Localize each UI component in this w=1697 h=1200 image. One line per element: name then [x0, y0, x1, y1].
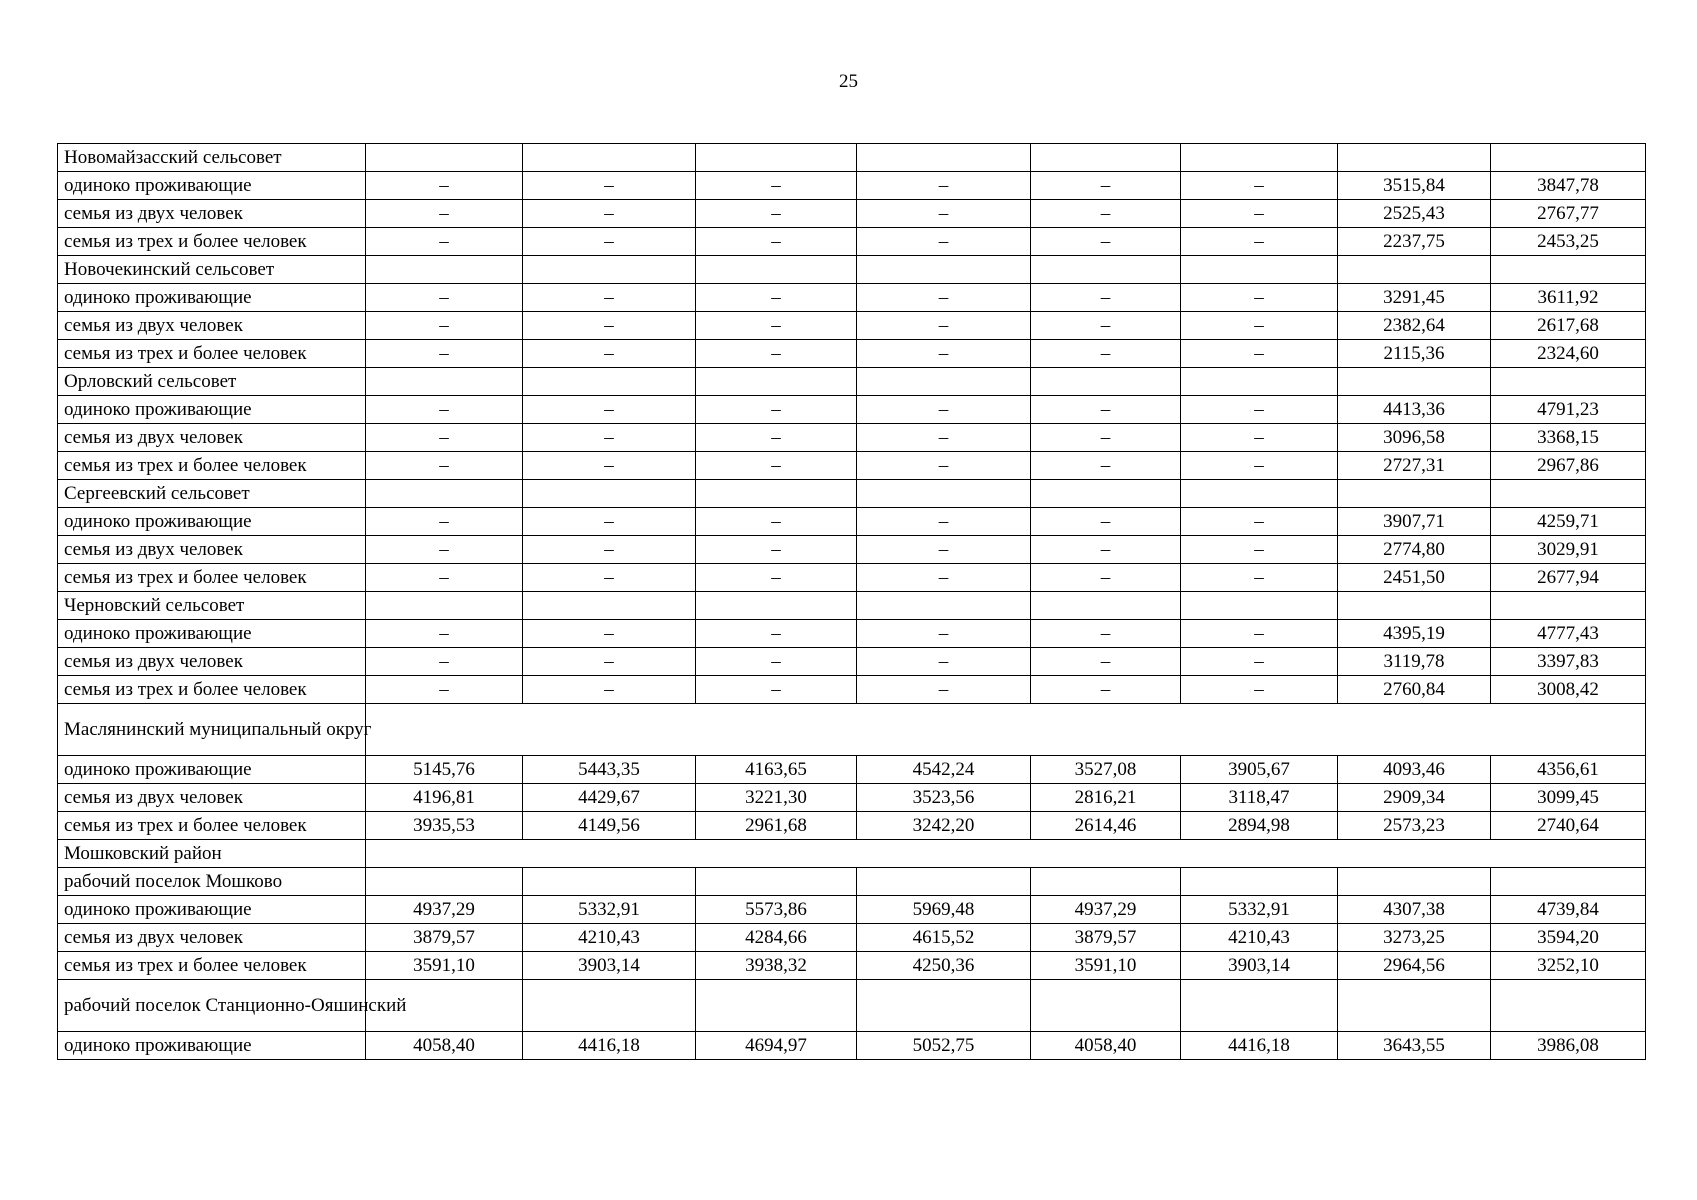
table-cell: 4429,67 [523, 784, 696, 812]
table-cell: – [523, 452, 696, 480]
table-cell: 4395,19 [1338, 620, 1491, 648]
empty-cell [696, 256, 857, 284]
table-cell: 5969,48 [857, 896, 1031, 924]
empty-cell [366, 256, 523, 284]
section-label: Мошковский район [58, 840, 366, 868]
empty-cell [696, 480, 857, 508]
empty-cell [857, 368, 1031, 396]
table-row [58, 536, 1646, 564]
table-cell: – [696, 452, 857, 480]
table-cell: 3879,57 [366, 924, 523, 952]
table-cell: 4210,43 [1181, 924, 1338, 952]
empty-cell [1491, 868, 1646, 896]
table-cell: 3879,57 [1031, 924, 1181, 952]
empty-cell [1181, 480, 1338, 508]
table-cell: 2967,86 [1491, 452, 1646, 480]
empty-cell [1491, 144, 1646, 172]
table-cell: – [857, 620, 1031, 648]
table-cell: – [1031, 396, 1181, 424]
table-cell: – [366, 508, 523, 536]
empty-cell [1181, 868, 1338, 896]
row-label: семья из двух человек [58, 648, 366, 676]
table-cell: – [366, 676, 523, 704]
section-label: Сергеевский сельсовет [58, 480, 366, 508]
table-cell: – [523, 564, 696, 592]
table-cell: – [857, 340, 1031, 368]
empty-cell [523, 480, 696, 508]
table-cell: 3291,45 [1338, 284, 1491, 312]
section-label: рабочий поселок Станционно-Ояшинский [58, 980, 366, 1032]
empty-cell [523, 144, 696, 172]
table-cell: – [696, 564, 857, 592]
empty-cell [1338, 368, 1491, 396]
table-cell: – [1181, 200, 1338, 228]
empty-cell [366, 868, 523, 896]
table-cell: – [857, 536, 1031, 564]
table-cell: – [366, 452, 523, 480]
table-cell: – [1031, 340, 1181, 368]
table-cell: – [1181, 676, 1338, 704]
table-cell: 3643,55 [1338, 1032, 1491, 1060]
table-cell: 2760,84 [1338, 676, 1491, 704]
table-cell: – [1031, 228, 1181, 256]
table-cell: 4250,36 [857, 952, 1031, 980]
empty-cell [523, 980, 696, 1032]
merged-empty-cell [366, 840, 1646, 868]
table-cell: 3096,58 [1338, 424, 1491, 452]
table-cell: 3118,47 [1181, 784, 1338, 812]
table-cell: – [1181, 340, 1338, 368]
section-row [58, 868, 1646, 896]
table-cell: 2727,31 [1338, 452, 1491, 480]
table-cell: 4416,18 [1181, 1032, 1338, 1060]
table-cell: 3907,71 [1338, 508, 1491, 536]
empty-cell [1338, 868, 1491, 896]
empty-cell [366, 592, 523, 620]
row-label: одиноко проживающие [58, 284, 366, 312]
table-cell: 4259,71 [1491, 508, 1646, 536]
row-label: одиноко проживающие [58, 620, 366, 648]
table-row [58, 756, 1646, 784]
table-row [58, 172, 1646, 200]
section-row [58, 840, 1646, 868]
empty-cell [1338, 592, 1491, 620]
empty-cell [857, 480, 1031, 508]
table-cell: – [696, 508, 857, 536]
table-cell: – [1181, 228, 1338, 256]
row-label: семья из трех и более человек [58, 228, 366, 256]
table-cell: – [696, 228, 857, 256]
table-cell: 4284,66 [696, 924, 857, 952]
empty-cell [1181, 368, 1338, 396]
table-cell: – [696, 676, 857, 704]
table-cell: 4058,40 [1031, 1032, 1181, 1060]
table-cell: – [1181, 564, 1338, 592]
empty-cell [1181, 256, 1338, 284]
table-row [58, 312, 1646, 340]
table-cell: – [366, 536, 523, 564]
table-cell: – [1031, 200, 1181, 228]
table-cell: 3029,91 [1491, 536, 1646, 564]
row-label: одиноко проживающие [58, 1032, 366, 1060]
table-cell: – [366, 200, 523, 228]
table-cell: 4196,81 [366, 784, 523, 812]
section-row [58, 704, 1646, 756]
table-cell: – [366, 340, 523, 368]
section-label: рабочий поселок Мошково [58, 868, 366, 896]
empty-cell [696, 868, 857, 896]
table-cell: – [1181, 620, 1338, 648]
table-row [58, 648, 1646, 676]
section-row [58, 980, 1646, 1032]
empty-cell [1491, 980, 1646, 1032]
table-cell: – [696, 424, 857, 452]
table-body [58, 144, 1646, 1060]
row-label: семья из двух человек [58, 924, 366, 952]
table-cell: 3594,20 [1491, 924, 1646, 952]
table-cell: 3119,78 [1338, 648, 1491, 676]
table-row [58, 396, 1646, 424]
empty-cell [1031, 980, 1181, 1032]
table-row [58, 284, 1646, 312]
empty-cell [523, 256, 696, 284]
table-cell: 4356,61 [1491, 756, 1646, 784]
table-cell: – [857, 284, 1031, 312]
table-cell: – [1031, 564, 1181, 592]
table-row [58, 200, 1646, 228]
table-cell: 2614,46 [1031, 812, 1181, 840]
table-cell: 3368,15 [1491, 424, 1646, 452]
table-row [58, 812, 1646, 840]
empty-cell [1338, 256, 1491, 284]
table-cell: 3938,32 [696, 952, 857, 980]
table-row [58, 564, 1646, 592]
table-cell: – [1031, 452, 1181, 480]
page-number: 25 [839, 71, 858, 92]
table-cell: 3847,78 [1491, 172, 1646, 200]
empty-cell [696, 368, 857, 396]
table-cell: 3935,53 [366, 812, 523, 840]
table-cell: 5145,76 [366, 756, 523, 784]
table-cell: 2816,21 [1031, 784, 1181, 812]
table-cell: 4937,29 [1031, 896, 1181, 924]
table-cell: – [696, 172, 857, 200]
table-cell: 3591,10 [1031, 952, 1181, 980]
table-cell: – [366, 312, 523, 340]
table-cell: – [1031, 172, 1181, 200]
empty-cell [1181, 592, 1338, 620]
table-row [58, 340, 1646, 368]
table-cell: 4307,38 [1338, 896, 1491, 924]
table-cell: 4777,43 [1491, 620, 1646, 648]
row-label: одиноко проживающие [58, 396, 366, 424]
table-cell: – [857, 676, 1031, 704]
table-cell: – [366, 284, 523, 312]
empty-cell [1031, 368, 1181, 396]
table-cell: 4694,97 [696, 1032, 857, 1060]
table-cell: 3252,10 [1491, 952, 1646, 980]
row-label: семья из трех и более человек [58, 452, 366, 480]
empty-cell [523, 368, 696, 396]
section-label: Маслянинский муниципальный округ [58, 704, 366, 756]
empty-cell [696, 592, 857, 620]
table-cell: 4739,84 [1491, 896, 1646, 924]
table-cell: 3273,25 [1338, 924, 1491, 952]
row-label: одиноко проживающие [58, 172, 366, 200]
table-cell: 3903,14 [1181, 952, 1338, 980]
table-cell: 3523,56 [857, 784, 1031, 812]
table-cell: 4416,18 [523, 1032, 696, 1060]
section-row [58, 256, 1646, 284]
empty-cell [1491, 368, 1646, 396]
section-label: Черновский сельсовет [58, 592, 366, 620]
table-cell: 3905,67 [1181, 756, 1338, 784]
table-cell: 4937,29 [366, 896, 523, 924]
table-cell: – [1181, 424, 1338, 452]
table-cell: 2573,23 [1338, 812, 1491, 840]
table-cell: – [523, 676, 696, 704]
table-cell: 2909,34 [1338, 784, 1491, 812]
table-cell: 4791,23 [1491, 396, 1646, 424]
table-cell: – [523, 200, 696, 228]
table-cell: 2237,75 [1338, 228, 1491, 256]
table-cell: 3397,83 [1491, 648, 1646, 676]
table-cell: 3242,20 [857, 812, 1031, 840]
empty-cell [857, 256, 1031, 284]
table-cell: – [1181, 284, 1338, 312]
table-row [58, 1032, 1646, 1060]
table-cell: – [1181, 396, 1338, 424]
table-cell: – [366, 648, 523, 676]
section-label: Новочекинский сельсовет [58, 256, 366, 284]
table-cell: 2525,43 [1338, 200, 1491, 228]
table-cell: – [857, 200, 1031, 228]
section-row [58, 592, 1646, 620]
table-cell: – [1031, 424, 1181, 452]
table-cell: 5052,75 [857, 1032, 1031, 1060]
table-cell: – [1031, 676, 1181, 704]
row-label: семья из трех и более человек [58, 340, 366, 368]
table-cell: – [366, 396, 523, 424]
row-label: семья из трех и более человек [58, 676, 366, 704]
table-cell: – [857, 312, 1031, 340]
table-cell: – [696, 620, 857, 648]
table-cell: 3611,92 [1491, 284, 1646, 312]
table-cell: 5443,35 [523, 756, 696, 784]
subsistence-table [57, 143, 1646, 1060]
table-row [58, 620, 1646, 648]
row-label: семья из двух человек [58, 424, 366, 452]
empty-cell [857, 592, 1031, 620]
table-cell: – [696, 648, 857, 676]
table-cell: 3591,10 [366, 952, 523, 980]
table-cell: 2894,98 [1181, 812, 1338, 840]
table-cell: – [857, 424, 1031, 452]
table-row [58, 676, 1646, 704]
table-cell: 2115,36 [1338, 340, 1491, 368]
table-cell: – [696, 536, 857, 564]
empty-cell [696, 144, 857, 172]
table-cell: 4058,40 [366, 1032, 523, 1060]
table-row [58, 952, 1646, 980]
section-label: Новомайзасский сельсовет [58, 144, 366, 172]
row-label: семья из трех и более человек [58, 812, 366, 840]
table-cell: 2774,80 [1338, 536, 1491, 564]
empty-cell [1181, 980, 1338, 1032]
table-cell: 2324,60 [1491, 340, 1646, 368]
table-cell: – [523, 228, 696, 256]
table-cell: – [857, 452, 1031, 480]
empty-cell [366, 368, 523, 396]
section-row [58, 480, 1646, 508]
table-cell: – [857, 172, 1031, 200]
table-cell: – [523, 648, 696, 676]
empty-cell [1181, 144, 1338, 172]
table-cell: – [1031, 648, 1181, 676]
empty-cell [696, 980, 857, 1032]
table-cell: 5573,86 [696, 896, 857, 924]
table-cell: – [523, 536, 696, 564]
table-cell: – [1181, 648, 1338, 676]
row-label: одиноко проживающие [58, 508, 366, 536]
section-label: Орловский сельсовет [58, 368, 366, 396]
row-label: семья из двух человек [58, 536, 366, 564]
table-cell: – [857, 564, 1031, 592]
table-cell: – [696, 312, 857, 340]
table-cell: – [366, 564, 523, 592]
table-cell: – [1181, 172, 1338, 200]
table-cell: – [1031, 312, 1181, 340]
table-row [58, 424, 1646, 452]
table-cell: – [366, 172, 523, 200]
table-cell: 3515,84 [1338, 172, 1491, 200]
table-cell: – [857, 648, 1031, 676]
table-cell: 2451,50 [1338, 564, 1491, 592]
table-cell: – [1031, 284, 1181, 312]
empty-cell [1031, 868, 1181, 896]
table-cell: 2677,94 [1491, 564, 1646, 592]
section-row [58, 144, 1646, 172]
empty-cell [857, 980, 1031, 1032]
table-cell: 2961,68 [696, 812, 857, 840]
table-cell: – [1181, 508, 1338, 536]
table-cell: 3903,14 [523, 952, 696, 980]
row-label: семья из трех и более человек [58, 952, 366, 980]
empty-cell [1031, 480, 1181, 508]
table-cell: 2964,56 [1338, 952, 1491, 980]
table-cell: – [1031, 536, 1181, 564]
table-cell: – [857, 396, 1031, 424]
table-row [58, 228, 1646, 256]
table-cell: – [696, 340, 857, 368]
table-cell: 4615,52 [857, 924, 1031, 952]
row-label: одиноко проживающие [58, 756, 366, 784]
table-cell: 3008,42 [1491, 676, 1646, 704]
table-cell: – [523, 620, 696, 648]
row-label: одиноко проживающие [58, 896, 366, 924]
empty-cell [366, 144, 523, 172]
table-row [58, 924, 1646, 952]
table-cell: 4149,56 [523, 812, 696, 840]
table-cell: – [1181, 536, 1338, 564]
table-cell: 5332,91 [1181, 896, 1338, 924]
empty-cell [523, 592, 696, 620]
table-row [58, 508, 1646, 536]
table-cell: 3527,08 [1031, 756, 1181, 784]
merged-empty-cell [366, 704, 1646, 756]
table-cell: – [523, 508, 696, 536]
empty-cell [366, 480, 523, 508]
empty-cell [1031, 144, 1181, 172]
table-cell: 3221,30 [696, 784, 857, 812]
table-cell: – [1181, 312, 1338, 340]
section-row [58, 368, 1646, 396]
empty-cell [857, 144, 1031, 172]
table-cell: 2617,68 [1491, 312, 1646, 340]
table-cell: – [523, 312, 696, 340]
table-cell: 4163,65 [696, 756, 857, 784]
table-cell: 2453,25 [1491, 228, 1646, 256]
table-cell: 2767,77 [1491, 200, 1646, 228]
table-cell: 4413,36 [1338, 396, 1491, 424]
row-label: семья из двух человек [58, 784, 366, 812]
table-cell: – [1031, 508, 1181, 536]
table-cell: – [1181, 452, 1338, 480]
table-cell: – [523, 396, 696, 424]
table-cell: – [366, 620, 523, 648]
table-row [58, 896, 1646, 924]
table-cell: 2382,64 [1338, 312, 1491, 340]
empty-cell [1338, 144, 1491, 172]
table-cell: – [696, 396, 857, 424]
empty-cell [1491, 480, 1646, 508]
empty-cell [1491, 256, 1646, 284]
table-cell: – [366, 424, 523, 452]
row-label: семья из трех и более человек [58, 564, 366, 592]
table-cell: – [366, 228, 523, 256]
empty-cell [1338, 980, 1491, 1032]
table-cell: – [857, 228, 1031, 256]
table-cell: – [523, 172, 696, 200]
table-row [58, 784, 1646, 812]
row-label: семья из двух человек [58, 312, 366, 340]
table-cell: 2740,64 [1491, 812, 1646, 840]
table-cell: 3099,45 [1491, 784, 1646, 812]
table-cell: – [523, 424, 696, 452]
empty-cell [1491, 592, 1646, 620]
empty-cell [1338, 480, 1491, 508]
table-row [58, 452, 1646, 480]
table-cell: 3986,08 [1491, 1032, 1646, 1060]
table-cell: – [696, 284, 857, 312]
row-label: семья из двух человек [58, 200, 366, 228]
table-cell: 5332,91 [523, 896, 696, 924]
table-cell: – [523, 340, 696, 368]
table-cell: 4542,24 [857, 756, 1031, 784]
table-cell: 4210,43 [523, 924, 696, 952]
table-cell: – [857, 508, 1031, 536]
empty-cell [857, 868, 1031, 896]
table-cell: – [1031, 620, 1181, 648]
empty-cell [1031, 256, 1181, 284]
empty-cell [523, 868, 696, 896]
table-cell: – [696, 200, 857, 228]
empty-cell [1031, 592, 1181, 620]
table-cell: 4093,46 [1338, 756, 1491, 784]
table-cell: – [523, 284, 696, 312]
